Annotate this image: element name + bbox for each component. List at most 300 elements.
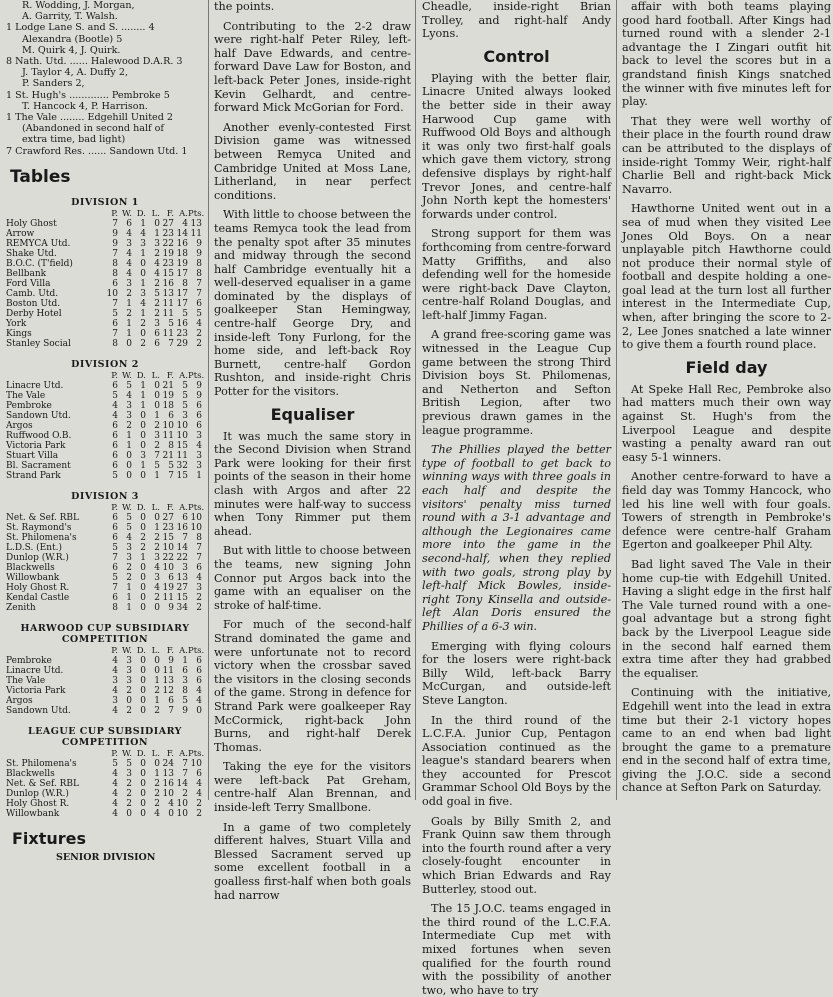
table-header-cell: P. bbox=[111, 370, 118, 381]
team-name: St. Philomena's bbox=[6, 758, 77, 769]
stat-cell: 0 bbox=[154, 390, 160, 401]
stat-cell: 12 bbox=[162, 685, 174, 696]
stat-cell: 7 bbox=[112, 298, 118, 309]
table-header-cell: L. bbox=[151, 502, 160, 513]
stat-cell: 24 bbox=[162, 758, 174, 769]
stat-cell: 2 bbox=[154, 788, 160, 799]
team-name: Sandown Utd. bbox=[6, 705, 71, 716]
stat-cell: 10 bbox=[106, 288, 118, 299]
table-header-cell: W. bbox=[122, 748, 132, 759]
stat-cell: 5 bbox=[126, 380, 132, 391]
team-name: Bellbank bbox=[6, 268, 47, 279]
result-line: A. Garrity, T. Walsh. bbox=[22, 11, 118, 23]
table-row bbox=[6, 603, 204, 613]
stat-cell: 0 bbox=[140, 430, 146, 441]
team-name: Camb. Utd. bbox=[6, 288, 59, 299]
table-row bbox=[6, 676, 204, 686]
stat-cell: 8 bbox=[182, 685, 188, 696]
article-paragraph: Contributing to the 2-2 draw were right-half Peter Riley, left-half Dave Edwards, and centre-forward Dave Law for Boston, and left-back Peter Jones, inside-right Kevin Gelhardt, and centre-forward Mick McGorian for Ford. bbox=[214, 19, 411, 115]
table-header-cell: L. bbox=[151, 748, 160, 759]
stat-cell: 2 bbox=[196, 798, 202, 809]
article-paragraph: But with little to choose between the teams, new signing John Connor put Argos back into the game with an equaliser on the stroke of half-time. bbox=[214, 544, 411, 612]
stat-cell: 17 bbox=[176, 268, 188, 279]
stat-cell: 22 bbox=[162, 238, 174, 249]
stat-cell: 3 bbox=[126, 655, 132, 666]
stat-cell: 10 bbox=[190, 758, 202, 769]
article-paragraph: For much of the second-half Strand dominated the game and were unfortunate not to record victory when the crossbar saved the visitors in the closing seconds of the game. Strong in defence for Strand Park were goalkeeper Ray McCormick, right-back John Burns, and right-half Derek Thomas. bbox=[214, 618, 411, 754]
stat-cell: 1 bbox=[126, 430, 132, 441]
stat-cell: 7 bbox=[112, 328, 118, 339]
stat-cell: 0 bbox=[140, 420, 146, 431]
stat-cell: 7 bbox=[182, 532, 188, 543]
stat-cell: 0 bbox=[168, 808, 174, 819]
table-row bbox=[6, 533, 204, 543]
stat-cell: 2 bbox=[182, 788, 188, 799]
heading-equaliser: Equaliser bbox=[270, 404, 355, 424]
stat-cell: 10 bbox=[176, 798, 188, 809]
stat-cell: 1 bbox=[140, 380, 146, 391]
stat-cell: 16 bbox=[162, 778, 174, 789]
table-header-spacer bbox=[6, 749, 104, 759]
stat-cell: 3 bbox=[126, 542, 132, 553]
table-row bbox=[6, 543, 204, 553]
stat-cell: 6 bbox=[112, 440, 118, 451]
stat-cell: 10 bbox=[176, 430, 188, 441]
stat-cell: 4 bbox=[126, 258, 132, 269]
stat-cell: 11 bbox=[162, 665, 174, 676]
stat-cell: 4 bbox=[112, 798, 118, 809]
stat-cell: 0 bbox=[154, 380, 160, 391]
team-name: Net. & Sef. RBL bbox=[6, 778, 80, 789]
heading-field-day: Field day bbox=[685, 357, 768, 377]
stat-cell: 3 bbox=[126, 400, 132, 411]
stat-cell: 3 bbox=[126, 665, 132, 676]
stat-cell: 2 bbox=[126, 788, 132, 799]
stat-cell: 4 bbox=[112, 665, 118, 676]
stat-cell: 10 bbox=[176, 420, 188, 431]
article-paragraph: Taking the eye for the visitors were left-back Pat Greham, centre-half Alan Brennan, and inside-left Terry Smallbone. bbox=[214, 760, 411, 815]
article-paragraph: A grand free-scoring game was witnessed in the League Cup game between the strong Third Division boys St. Philomenas, and Netherton and Sefton British Legion, after two previous drawn games in the league programme. bbox=[422, 328, 611, 437]
stat-cell: 3 bbox=[112, 695, 118, 706]
article-section bbox=[422, 72, 611, 997]
stat-cell: 10 bbox=[190, 522, 202, 533]
stat-cell: 8 bbox=[112, 258, 118, 269]
stat-cell: 15 bbox=[176, 592, 188, 603]
table-header-cell: A. bbox=[179, 208, 188, 219]
result-line: 7 Crawford Res. ...... Sandown Utd. 1 bbox=[6, 145, 188, 157]
table-header-cell: D. bbox=[136, 370, 146, 381]
division-title: DIVISION 1 bbox=[71, 196, 139, 208]
stat-cell: 2 bbox=[154, 592, 160, 603]
table-header-cell: F. bbox=[166, 502, 174, 513]
stat-cell: 5 bbox=[112, 758, 118, 769]
result-line: 8 Nath. Utd. ...... Halewood D.A.R. 3 bbox=[6, 56, 183, 68]
stat-cell: 8 bbox=[182, 278, 188, 289]
table-header-cell: L. bbox=[151, 208, 160, 219]
team-name: Linacre Utd. bbox=[6, 380, 64, 391]
stat-cell: 4 bbox=[112, 788, 118, 799]
team-name: Blackwells bbox=[6, 768, 55, 779]
stat-cell: 27 bbox=[162, 218, 174, 229]
stat-cell: 2 bbox=[154, 532, 160, 543]
stat-cell: 6 bbox=[196, 562, 202, 573]
table-row bbox=[6, 279, 204, 289]
stat-cell: 0 bbox=[126, 460, 132, 471]
stat-cell: 1 bbox=[126, 602, 132, 613]
team-name: Derby Hotel bbox=[6, 308, 62, 319]
table-row bbox=[6, 309, 204, 319]
stat-cell: 0 bbox=[140, 768, 146, 779]
stat-cell: 1 bbox=[126, 440, 132, 451]
stat-cell: 6 bbox=[126, 218, 132, 229]
stat-cell: 15 bbox=[162, 532, 174, 543]
stat-cell: 9 bbox=[168, 602, 174, 613]
stat-cell: 0 bbox=[140, 758, 146, 769]
stat-cell: 5 bbox=[126, 512, 132, 523]
team-name: Ruffwood O.B. bbox=[6, 430, 72, 441]
league-tables bbox=[6, 197, 204, 819]
stat-cell: 5 bbox=[182, 695, 188, 706]
article-paragraph: In the third round of the L.C.F.A. Junior Cup, Pentagon Association continued as the league's standard bearers when they accounted for Prescot Grammar School Old Boys by the odd goal in five. bbox=[422, 713, 611, 809]
table-header-cell: F. bbox=[166, 645, 174, 656]
stat-cell: 4 bbox=[196, 572, 202, 583]
team-name: Net. & Sef. RBL bbox=[6, 512, 80, 523]
stat-cell: 6 bbox=[196, 675, 202, 686]
table-header-cell: Pts. bbox=[188, 502, 205, 513]
stat-cell: 6 bbox=[168, 410, 174, 421]
table-row bbox=[6, 441, 204, 451]
stat-cell: 11 bbox=[162, 298, 174, 309]
stat-cell: 1 bbox=[140, 460, 146, 471]
stat-cell: 3 bbox=[182, 675, 188, 686]
table-row bbox=[6, 269, 204, 279]
stat-cell: 4 bbox=[154, 258, 160, 269]
stat-cell: 8 bbox=[196, 532, 202, 543]
article-section bbox=[214, 430, 411, 903]
stat-cell: 1 bbox=[126, 328, 132, 339]
stat-cell: 7 bbox=[154, 450, 160, 461]
stat-cell: 7 bbox=[196, 288, 202, 299]
stat-cell: 7 bbox=[112, 248, 118, 259]
result-line: Alexandra (Bootle) 5 bbox=[22, 33, 123, 45]
stat-cell: 3 bbox=[140, 288, 146, 299]
team-name: Argos bbox=[6, 695, 33, 706]
article-section bbox=[622, 0, 831, 352]
stat-cell: 1 bbox=[126, 318, 132, 329]
table-row bbox=[6, 451, 204, 461]
stat-cell: 0 bbox=[140, 410, 146, 421]
stat-cell: 29 bbox=[176, 338, 188, 349]
stat-cell: 4 bbox=[126, 532, 132, 543]
stat-cell: 4 bbox=[154, 268, 160, 279]
stat-cell: 6 bbox=[112, 420, 118, 431]
stat-cell: 0 bbox=[140, 470, 146, 481]
stat-cell: 23 bbox=[162, 522, 174, 533]
stat-cell: 3 bbox=[154, 318, 160, 329]
table-row bbox=[6, 471, 204, 481]
stat-cell: 32 bbox=[176, 460, 188, 471]
table-row bbox=[6, 789, 204, 799]
table-row bbox=[6, 299, 204, 309]
article-paragraph: Strong support for them was forthcoming from centre-forward Matty Griffiths, and also defending well for the homeside were right-back Dave Clayton, centre-half Roland Douglas, and left-half Jimmy Fagan. bbox=[422, 227, 611, 322]
stat-cell: 21 bbox=[162, 380, 174, 391]
stat-cell: 10 bbox=[162, 542, 174, 553]
stat-cell: 0 bbox=[140, 522, 146, 533]
stat-cell: 1 bbox=[126, 592, 132, 603]
stat-cell: 11 bbox=[162, 308, 174, 319]
stat-cell: 21 bbox=[162, 450, 174, 461]
table-row bbox=[6, 523, 204, 533]
team-name: The Vale bbox=[6, 390, 46, 401]
team-name: Victoria Park bbox=[6, 440, 66, 451]
table-header-row bbox=[6, 749, 204, 759]
stat-cell: 6 bbox=[182, 665, 188, 676]
article-paragraph: Playing with the better flair, Linacre United always looked the better side in their away Harwood Cup game with Ruffwood Old Boys and although it was only two first-half goals which gave them victory, strong defensive displays by right-half Trevor Jones, and centre-half John North kept the homesters' forwards under control. bbox=[422, 71, 611, 221]
stat-cell: 8 bbox=[112, 602, 118, 613]
result-line: 1 The Vale ........ Edgehill United 2 bbox=[6, 112, 174, 124]
stat-cell: 0 bbox=[126, 450, 132, 461]
article-paragraph: affair with both teams playing good hard football. After Kings had turned round with a slender 2-1 advantage the I Zingari outfit hit back to level the scores but in a grandstand finish Kings snatched the winner with five minutes left for play. bbox=[622, 0, 831, 109]
stat-cell: 1 bbox=[140, 278, 146, 289]
stat-cell: 0 bbox=[140, 675, 146, 686]
column-rule bbox=[415, 0, 416, 800]
table-header-cell: F. bbox=[166, 208, 174, 219]
team-name: Holy Ghost bbox=[6, 218, 57, 229]
stat-cell: 3 bbox=[196, 460, 202, 471]
table-row bbox=[6, 461, 204, 471]
table-row bbox=[6, 563, 204, 573]
stat-cell: 3 bbox=[112, 675, 118, 686]
stat-cell: 6 bbox=[112, 450, 118, 461]
stat-cell: 2 bbox=[140, 338, 146, 349]
team-name: Kings bbox=[6, 328, 32, 339]
stat-cell: 2 bbox=[126, 685, 132, 696]
table-header-cell: Pts. bbox=[188, 645, 205, 656]
stat-cell: 10 bbox=[162, 788, 174, 799]
table-row bbox=[6, 809, 204, 819]
stat-cell: 4 bbox=[112, 400, 118, 411]
table-row bbox=[6, 319, 204, 329]
table-header-cell: P. bbox=[111, 748, 118, 759]
team-name: Bl. Sacrament bbox=[6, 460, 71, 471]
stat-cell: 0 bbox=[140, 572, 146, 583]
stat-cell: 2 bbox=[154, 248, 160, 259]
stat-cell: 0 bbox=[126, 470, 132, 481]
stat-cell: 4 bbox=[112, 808, 118, 819]
stat-cell: 22 bbox=[176, 552, 188, 563]
stat-cell: 5 bbox=[168, 460, 174, 471]
table-row bbox=[6, 391, 204, 401]
article-paragraph: Cheadle, inside-right Brian Trolley, and right-half Andy Lyons. bbox=[422, 0, 611, 41]
team-name: Strand Park bbox=[6, 470, 61, 481]
stat-cell: 6 bbox=[196, 655, 202, 666]
stat-cell: 9 bbox=[182, 705, 188, 716]
team-name: Argos bbox=[6, 420, 33, 431]
table-header-cell: W. bbox=[122, 502, 132, 513]
table-row bbox=[6, 686, 204, 696]
table-header-cell: D. bbox=[136, 645, 146, 656]
stat-cell: 5 bbox=[112, 470, 118, 481]
stat-cell: 4 bbox=[154, 808, 160, 819]
stat-cell: 6 bbox=[196, 298, 202, 309]
stat-cell: 14 bbox=[176, 228, 188, 239]
table-header-row bbox=[6, 503, 204, 513]
stat-cell: 6 bbox=[112, 522, 118, 533]
team-name: Arrow bbox=[6, 228, 35, 239]
team-name: York bbox=[6, 318, 27, 329]
table-header-cell: L. bbox=[151, 370, 160, 381]
team-name: REMYCA Utd. bbox=[6, 238, 71, 249]
stat-cell: 3 bbox=[126, 278, 132, 289]
stat-cell: 6 bbox=[196, 410, 202, 421]
table-header-row bbox=[6, 646, 204, 656]
stat-cell: 0 bbox=[140, 695, 146, 706]
stat-cell: 4 bbox=[196, 685, 202, 696]
stat-cell: 4 bbox=[196, 788, 202, 799]
article-section bbox=[622, 383, 831, 795]
stat-cell: 5 bbox=[112, 390, 118, 401]
stat-cell: 0 bbox=[126, 808, 132, 819]
stat-cell: 8 bbox=[196, 258, 202, 269]
stat-cell: 5 bbox=[182, 308, 188, 319]
stat-cell: 10 bbox=[190, 512, 202, 523]
column-results-tables bbox=[0, 0, 208, 863]
stat-cell: 1 bbox=[140, 218, 146, 229]
stat-cell: 7 bbox=[112, 218, 118, 229]
column-rule bbox=[616, 0, 617, 800]
table-header-cell: D. bbox=[136, 502, 146, 513]
stat-cell: 2 bbox=[126, 705, 132, 716]
stat-cell: 1 bbox=[182, 655, 188, 666]
stat-cell: 6 bbox=[168, 695, 174, 706]
stat-cell: 4 bbox=[182, 218, 188, 229]
stat-cell: 4 bbox=[126, 390, 132, 401]
table-header-cell: A. bbox=[179, 748, 188, 759]
team-name: Stanley Social bbox=[6, 338, 71, 349]
stat-cell: 1 bbox=[140, 308, 146, 319]
article-paragraph: That they were well worthy of their place in the fourth round draw can be attributed to the displays of inside-right Tommy Weir, right-half Charlie Bell and right-back Mick Navarro. bbox=[622, 114, 831, 196]
table-header-spacer bbox=[6, 209, 104, 219]
stat-cell: 3 bbox=[154, 572, 160, 583]
stat-cell: 3 bbox=[196, 450, 202, 461]
stat-cell: 2 bbox=[140, 532, 146, 543]
stat-cell: 16 bbox=[176, 318, 188, 329]
stat-cell: 34 bbox=[176, 602, 188, 613]
table-header-cell: P. bbox=[111, 645, 118, 656]
stat-cell: 2 bbox=[140, 318, 146, 329]
stat-cell: 3 bbox=[196, 582, 202, 593]
team-name: St. Philomena's bbox=[6, 532, 77, 543]
stat-cell: 0 bbox=[154, 758, 160, 769]
stat-cell: 0 bbox=[140, 705, 146, 716]
stat-cell: 3 bbox=[126, 238, 132, 249]
stat-cell: 0 bbox=[154, 602, 160, 613]
stat-cell: 2 bbox=[196, 328, 202, 339]
stat-cell: 0 bbox=[140, 808, 146, 819]
stat-cell: 1 bbox=[196, 470, 202, 481]
stat-cell: 0 bbox=[140, 512, 146, 523]
stat-cell: 2 bbox=[154, 798, 160, 809]
article-paragraph: At Speke Hall Rec, Pembroke also had matters much their own way against St. Hugh's from the Liverpool League and despite wasting a penalty award ran out easy 5-1 winners. bbox=[622, 382, 831, 464]
stat-cell: 1 bbox=[154, 522, 160, 533]
stat-cell: 23 bbox=[162, 258, 174, 269]
stat-cell: 0 bbox=[140, 258, 146, 269]
column-article-4 bbox=[618, 0, 833, 800]
result-line: (Abandoned in second half of bbox=[22, 123, 164, 135]
stat-cell: 4 bbox=[126, 228, 132, 239]
stat-cell: 5 bbox=[126, 522, 132, 533]
stat-cell: 27 bbox=[162, 512, 174, 523]
table-header-spacer bbox=[6, 503, 104, 513]
result-line: 1 Lodge Lane S. and S. ........ 4 bbox=[6, 22, 155, 34]
team-name: St. Raymond's bbox=[6, 522, 72, 533]
article-paragraph: Continuing with the initiative, Edgehill went into the lead in extra time but their 2-1 victory hopes came to an end when bad light brought the game to a premature end in the second half of extra time, giving the J.O.C. side a second chance at Sefton Park on Saturday. bbox=[622, 686, 831, 795]
team-name: Shake Utd. bbox=[6, 248, 57, 259]
table-row bbox=[6, 593, 204, 603]
stat-cell: 9 bbox=[196, 380, 202, 391]
table-row bbox=[6, 219, 204, 229]
stat-cell: 9 bbox=[196, 390, 202, 401]
table-row bbox=[6, 249, 204, 259]
stat-cell: 4 bbox=[140, 298, 146, 309]
stat-cell: 4 bbox=[112, 685, 118, 696]
stat-cell: 14 bbox=[176, 542, 188, 553]
table-header-cell: W. bbox=[122, 645, 132, 656]
table-row bbox=[6, 421, 204, 431]
stat-cell: 22 bbox=[162, 552, 174, 563]
stat-cell: 17 bbox=[176, 288, 188, 299]
table-header-cell: W. bbox=[122, 370, 132, 381]
table-row bbox=[6, 706, 204, 716]
article-paragraph: Another evenly-contested First Division game was witnessed between Remyca United and Cambridge United at Moss Lane, Litherland, in near perfect conditions. bbox=[214, 120, 411, 202]
tables-heading: Tables bbox=[10, 166, 71, 187]
stat-cell: 11 bbox=[176, 450, 188, 461]
stat-cell: 15 bbox=[176, 470, 188, 481]
table-header-cell: A. bbox=[179, 370, 188, 381]
stat-cell: 8 bbox=[196, 268, 202, 279]
stat-cell: 0 bbox=[140, 602, 146, 613]
table-row bbox=[6, 583, 204, 593]
stat-cell: 5 bbox=[112, 308, 118, 319]
stat-cell: 10 bbox=[176, 808, 188, 819]
table-header-cell: Pts. bbox=[188, 370, 205, 381]
stat-cell: 13 bbox=[162, 675, 174, 686]
table-header-cell: Pts. bbox=[188, 748, 205, 759]
stat-cell: 7 bbox=[182, 758, 188, 769]
table-header-cell: F. bbox=[166, 370, 174, 381]
stat-cell: 4 bbox=[126, 248, 132, 259]
table-header-cell: A. bbox=[179, 502, 188, 513]
stat-cell: 3 bbox=[126, 410, 132, 421]
stat-cell: 7 bbox=[196, 542, 202, 553]
stat-cell: 6 bbox=[112, 512, 118, 523]
stat-cell: 3 bbox=[196, 430, 202, 441]
stat-cell: 19 bbox=[176, 258, 188, 269]
table-header-cell: Pts. bbox=[188, 208, 205, 219]
team-name: Dunlop (W.R.) bbox=[6, 788, 69, 799]
stat-cell: 1 bbox=[140, 390, 146, 401]
stat-cell: 17 bbox=[176, 298, 188, 309]
stat-cell: 2 bbox=[140, 542, 146, 553]
stat-cell: 9 bbox=[196, 238, 202, 249]
stat-cell: 13 bbox=[162, 768, 174, 779]
team-name: Dunlop (W.R.) bbox=[6, 552, 69, 563]
stat-cell: 4 bbox=[126, 268, 132, 279]
stat-cell: 0 bbox=[196, 705, 202, 716]
stat-cell: 4 bbox=[112, 705, 118, 716]
stat-cell: 1 bbox=[140, 248, 146, 259]
stat-cell: 1 bbox=[140, 400, 146, 411]
